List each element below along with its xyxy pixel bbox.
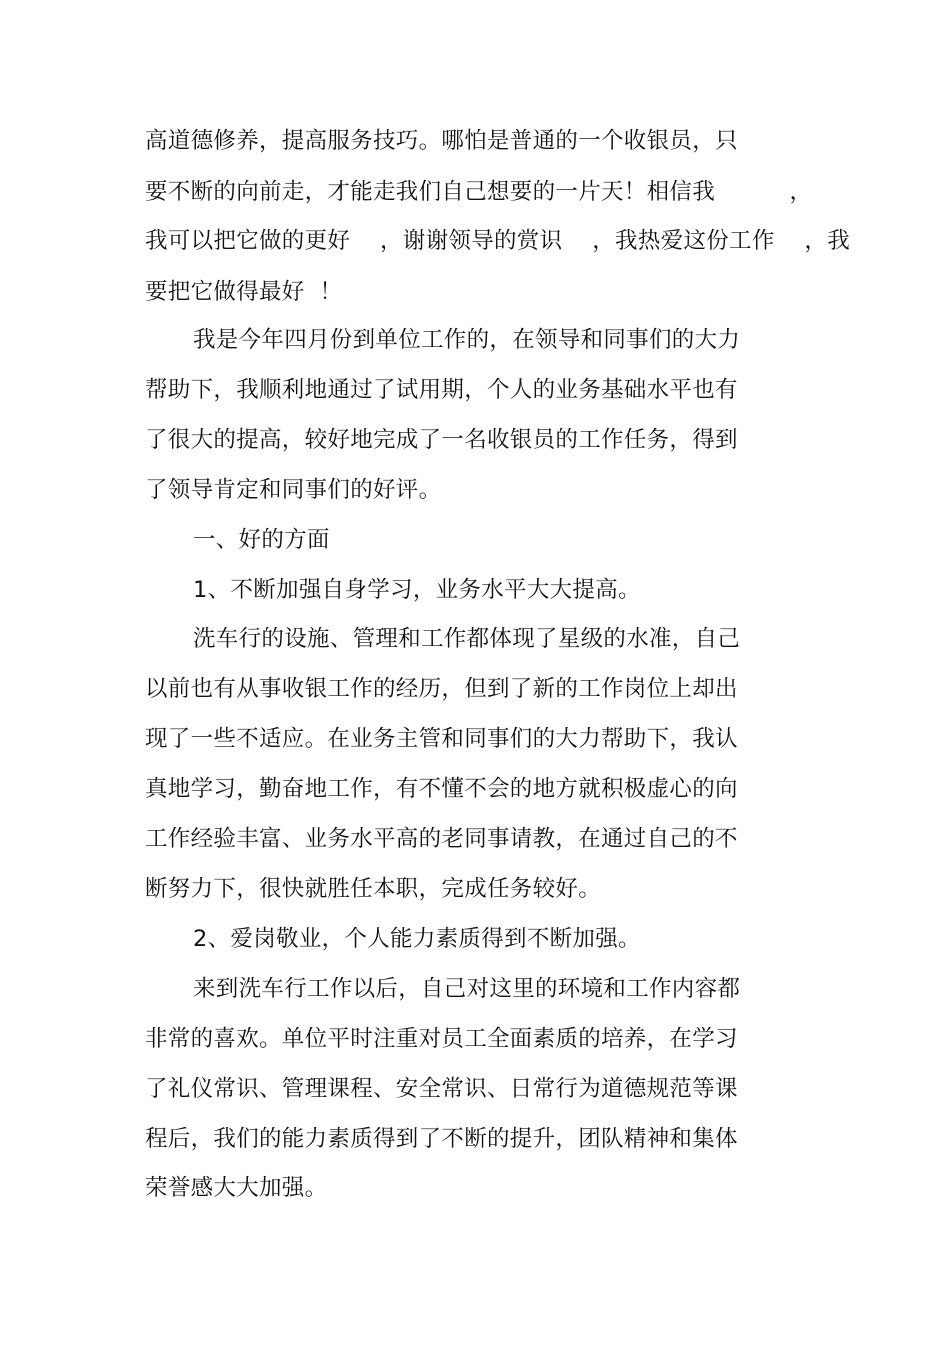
text-line: 荣誉感大大加强。 bbox=[145, 1175, 328, 1201]
text-line: 非常的喜欢。单位平时注重对员工全面素质的培养，在学习 bbox=[145, 1026, 738, 1052]
text-line: 要不断的向前走，才能走我们自己想要的一片天！相信我 ， bbox=[145, 179, 813, 205]
text-line: 工作经验丰富、业务水平高的老同事请教，在通过自己的不 bbox=[145, 826, 738, 852]
text-line: 要把它做得最好 ！ bbox=[145, 279, 343, 305]
text-line: 了礼仪常识、管理课程、安全常识、日常行为道德规范等课 bbox=[145, 1076, 738, 1102]
text-line: 现了一些不适应。在业务主管和同事们的大力帮助下，我认 bbox=[145, 726, 738, 752]
paragraph-first-line: 我是今年四月份到单位工作的，在领导和同事们的大力 bbox=[193, 327, 741, 353]
paragraph-first-line: 来到洗车行工作以后，自己对这里的环境和工作内容都 bbox=[193, 976, 741, 1002]
text-line: 帮助下，我顺利地通过了试用期，个人的业务基础水平也有 bbox=[145, 377, 738, 403]
text-line: 了领导肯定和同事们的好评。 bbox=[145, 477, 442, 503]
text-line: 高道德修养，提高服务技巧。哪怕是普通的一个收银员，只 bbox=[145, 128, 738, 154]
text-line: 真地学习，勤奋地工作，有不懂不会的地方就积极虚心的向 bbox=[145, 776, 738, 802]
text-line: 以前也有从事收银工作的经历，但到了新的工作岗位上却出 bbox=[145, 676, 738, 702]
text-line: 我可以把它做的更好 ，谢谢领导的赏识 ，我热爱这份工作 ，我 bbox=[145, 228, 851, 254]
text-line: 了很大的提高，较好地完成了一名收银员的工作任务，得到 bbox=[145, 427, 738, 453]
text-line: 程后，我们的能力素质得到了不断的提升，团队精神和集体 bbox=[145, 1126, 738, 1152]
section-heading: 一、好的方面 bbox=[193, 527, 330, 553]
subsection-heading: 1、不断加强自身学习，业务水平大大提高。 bbox=[193, 577, 641, 603]
paragraph-first-line: 洗车行的设施、管理和工作都体现了星级的水准，自己 bbox=[193, 626, 741, 652]
text-line: 断努力下，很快就胜任本职，完成任务较好。 bbox=[145, 876, 602, 902]
subsection-heading: 2、爱岗敬业，个人能力素质得到不断加强。 bbox=[193, 926, 641, 952]
